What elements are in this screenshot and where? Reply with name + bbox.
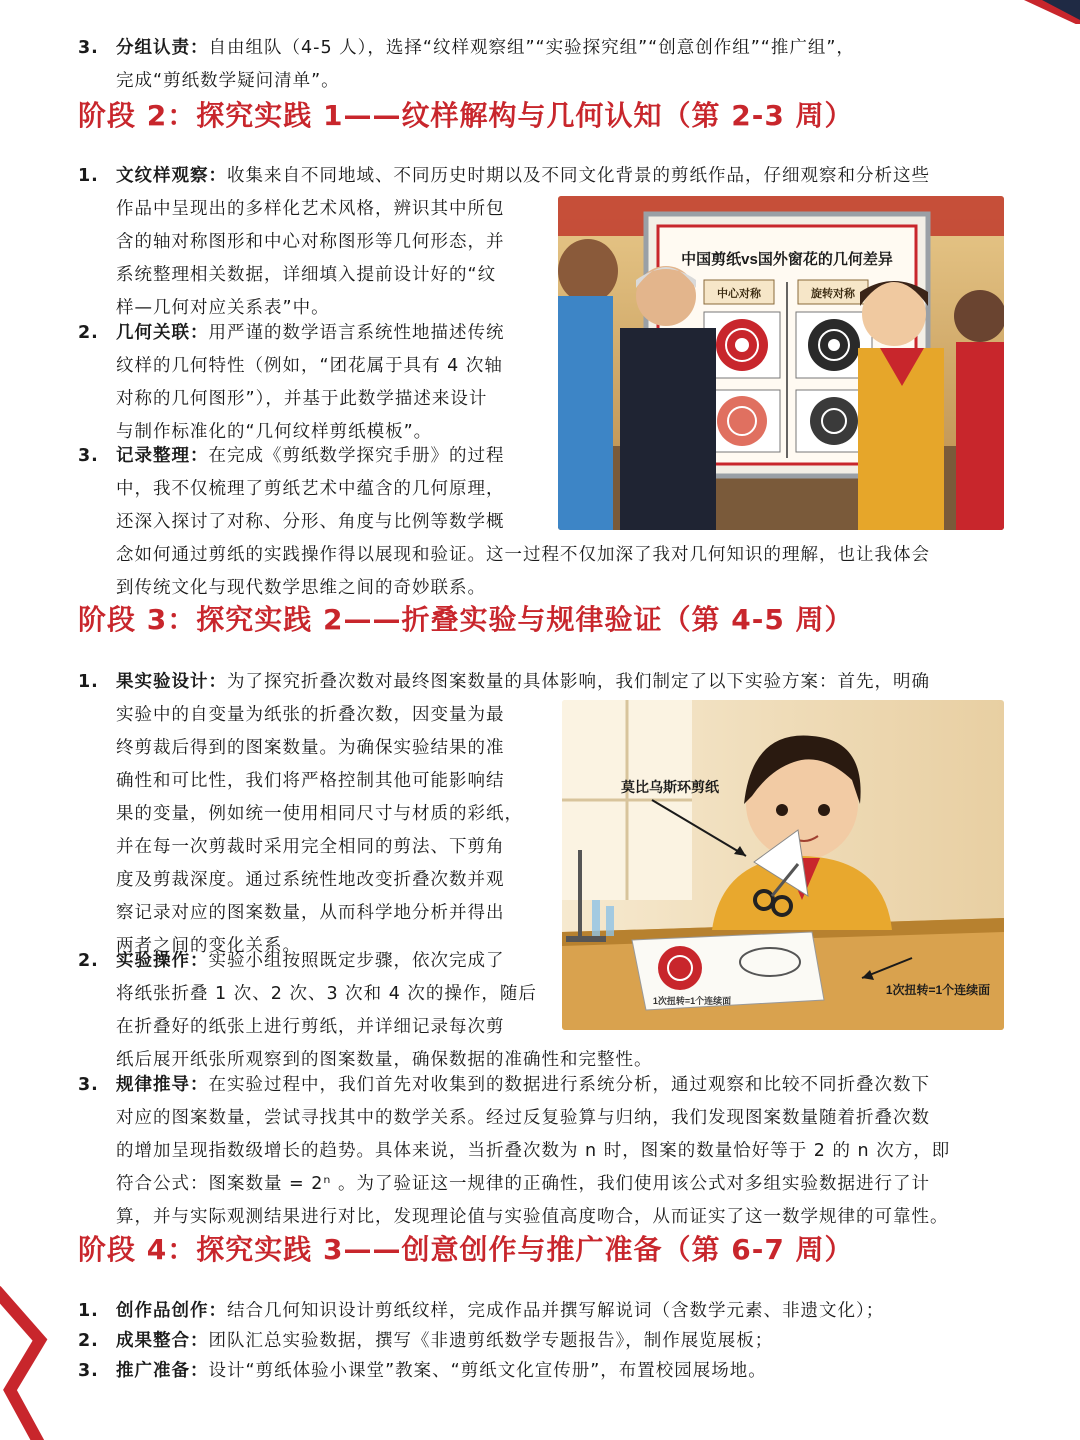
item-text: 设计“剪纸体验小课堂”教案、“剪纸文化宣传册”，布置校园展场地。 [208,1361,767,1381]
book-caption: 1次扭转=1个连续面 [652,996,732,1006]
item-text: 察记录对应的图案数量，从而科学地分析并得出 [116,903,505,923]
item-number: 2. [78,1331,99,1351]
item-text: 实验中的自变量为纸张的折叠次数，因变量为最 [116,705,505,725]
item-text: 作品中呈现出的多样化艺术风格，辨识其中所包 [116,199,505,219]
stage4-item-2 [78,1325,1010,1358]
classroom-illustration [558,196,1004,530]
image-label: 莫比乌斯环剪纸 [621,779,719,795]
board-title: 中国剪纸vs国外窗花的几何差异 [681,251,893,268]
item-number: 3. [78,446,99,466]
item-text: 确性和可比性，我们将严格控制其他可能影响结 [116,771,505,791]
item-text: 中，我不仅梳理了剪纸艺术中蕴含的几何原理， [116,479,505,499]
item-text: 实验小组按照既定步骤，依次完成了 [208,951,505,971]
item-number: 1. [78,166,99,186]
item-text: 结合几何知识设计剪纸纹样，完成作品并撰写解说词（含数学元素、非遗文化）； [227,1301,885,1321]
item-text: 纸后展开纸张所观察到的图案数量，确保数据的准确性和完整性。 [116,1050,653,1070]
item-text: 含的轴对称图形和中心对称图形等几何形态，并 [116,232,505,252]
item-text: 在折叠好的纸张上进行剪纸，并详细记录每次剪 [116,1017,505,1037]
stage-4-heading: 阶段 4：探究实践 3——创意创作与推广准备（第 6-7 周） [78,1233,854,1266]
item-text: 为了探究折叠次数对最终图案数量的具体影响，我们制定了以下实验方案：首先，明确 [227,672,930,692]
item-text: 完成“剪纸数学疑问清单”。 [116,71,340,91]
item-number: 2. [78,323,99,343]
stage4-item-1 [78,1295,1010,1328]
item-text: 符合公式：图案数量 = 2ⁿ 。为了验证这一规律的正确性，我们使用该公式对多组实验数据进行了计 [116,1174,930,1194]
item-label: 规律推导： [116,1075,209,1095]
item-label: 几何关联： [116,323,209,343]
image-label: 1次扭转=1个连续面 [885,983,991,997]
stage-3-heading: 阶段 3：探究实践 2——折叠实验与规律验证（第 4-5 周） [78,603,854,636]
item-number: 1. [78,1301,99,1321]
item-text: 将纸张折叠 1 次、2 次、3 次和 4 次的操作，随后 [116,984,537,1004]
item-text: 样—几何对应关系表”中。 [116,298,330,318]
item-label: 记录整理： [116,446,209,466]
stage3-item-3 [78,1069,1010,1234]
item-number: 3. [78,38,99,58]
stage4-item-3 [78,1355,1010,1388]
stage1-item-3 [78,32,1010,98]
item-text: 对应的图案数量，尝试寻找其中的数学关系。经过反复验算与归纳，我们发现图案数量随着折叠次数 [116,1108,930,1128]
item-text: 算，并与实际观测结果进行对比，发现理论值与实验值高度吻合，从而证实了这一数学规律的可靠性。 [116,1207,949,1227]
item-number: 3. [78,1361,99,1381]
item-text: 度及剪裁深度。通过系统性地改变折叠次数并观 [116,870,505,890]
item-text: 的增加呈现指数级增长的趋势。具体来说，当折叠次数为 n 时，图案的数量恰好等于 2 的 n 次方，即 [116,1141,951,1161]
stage-2-heading: 阶段 2：探究实践 1——纹样解构与几何认知（第 2-3 周） [78,99,854,132]
item-label: 实验操作： [116,951,209,971]
item-label: 成果整合： [116,1331,209,1351]
board-column-label: 旋转对称 [811,288,855,300]
item-text: 还深入探讨了对称、分形、角度与比例等数学概 [116,512,505,532]
item-text: 在完成《剪纸数学探究手册》的过程 [208,446,505,466]
item-label: 创作品创作： [116,1301,227,1321]
item-text: 系统整理相关数据，详细填入提前设计好的“纹 [116,265,497,285]
item-label: 文纹样观察： [116,166,227,186]
item-number: 2. [78,951,99,971]
item-text: 到传统文化与现代数学思维之间的奇妙联系。 [116,578,486,598]
item-text: 果的变量，例如统一使用相同尺寸与材质的彩纸， [116,804,523,824]
item-text: 并在每一次剪裁时采用完全相同的剪法、下剪角 [116,837,505,857]
item-text: 终剪裁后得到的图案数量。为确保实验结果的准 [116,738,505,758]
item-text: 收集来自不同地域、不同历史时期以及不同文化背景的剪纸作品，仔细观察和分析这些 [227,166,930,186]
item-text: 对称的几何图形”），并基于此数学描述来设计 [116,389,488,409]
item-text: 在实验过程中，我们首先对收集到的数据进行系统分析，通过观察和比较不同折叠次数下 [208,1075,930,1095]
item-number: 3. [78,1075,99,1095]
item-text: 念如何通过剪纸的实践操作得以展现和验证。这一过程不仅加深了我对几何知识的理解，也让我体会 [116,545,930,565]
item-label: 推广准备： [116,1361,209,1381]
item-text: 纹样的几何特性（例如，“团花属于具有 4 次轴 [116,356,503,376]
item-number: 1. [78,672,99,692]
item-label: 分组认责： [116,38,209,58]
item-text: 两者之间的变化关系。 [116,936,301,956]
item-text: 用严谨的数学语言系统性地描述传统 [208,323,505,343]
item-text: 自由组队（4-5 人），选择“纹样观察组”“实验探究组”“创意创作组”“推广组”， [208,38,855,58]
student-papercut-illustration [562,700,1004,1030]
board-column-label: 中心对称 [717,288,761,300]
item-label: 果实验设计： [116,672,227,692]
item-text: 与制作标准化的“几何纹样剪纸模板”。 [116,422,433,442]
item-text: 团队汇总实验数据，撰写《非遗剪纸数学专题报告》，制作展览展板； [208,1331,774,1351]
